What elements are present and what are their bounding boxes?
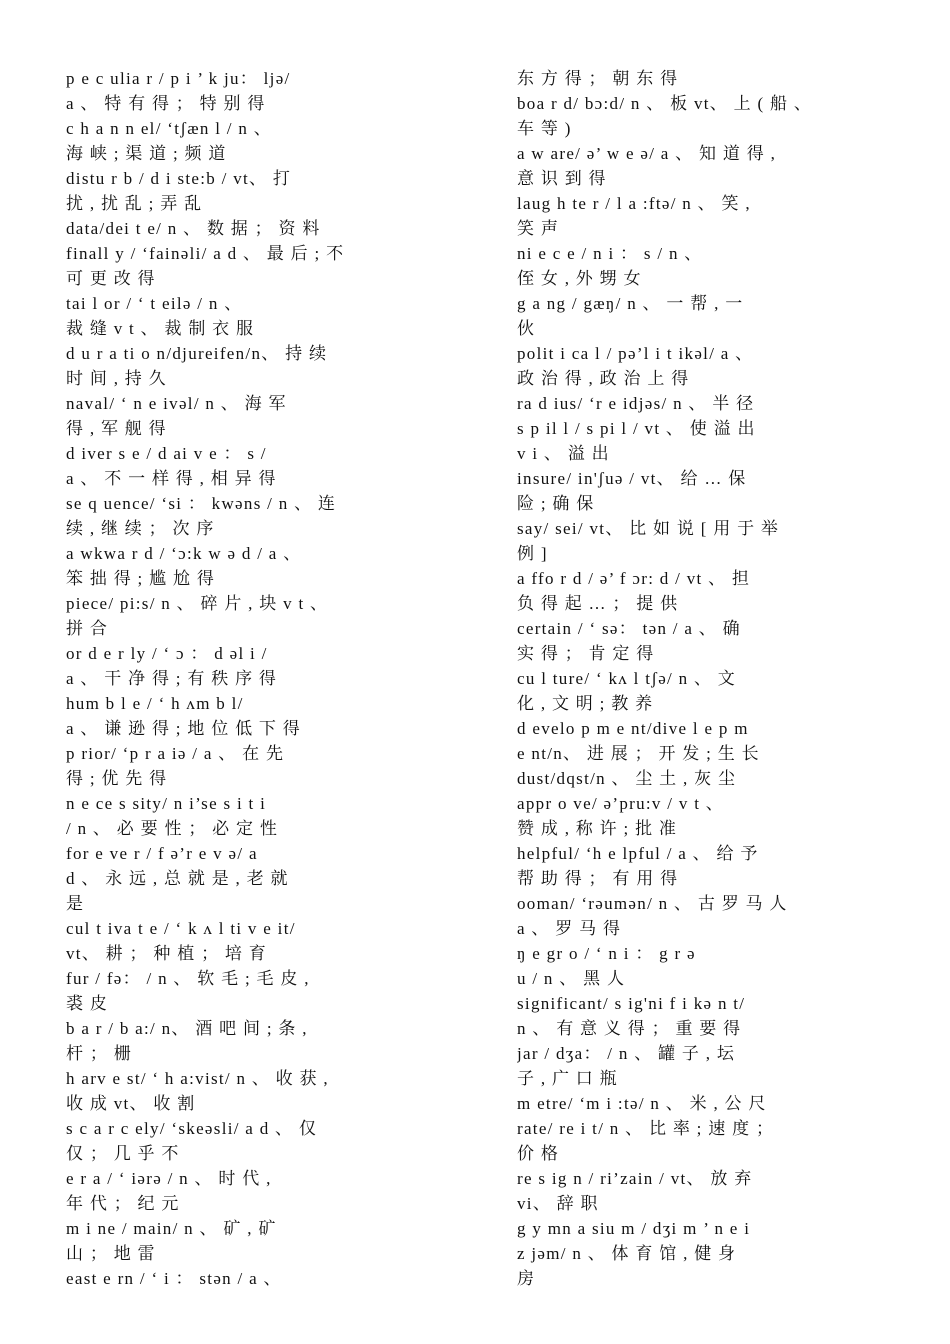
vocab-line: significant/ s ig'ni f i kə n t/ (517, 994, 746, 1013)
vocab-line: helpful/ ‘h e lpful / a 、 给 予 (517, 844, 759, 863)
vocab-line: d evelo p m e nt/dive l e p m (517, 719, 749, 738)
vocab-line: 拼 合 (66, 619, 109, 638)
vocab-line: d iver s e / d ai v e ： s / (66, 444, 267, 463)
vocab-line: ŋ e gr o / ‘ n i ： g r ə (517, 944, 696, 963)
vocab-line: v i 、 溢 出 (517, 444, 610, 463)
vocab-line: 险 ; 确 保 (517, 494, 595, 513)
vocab-line: vt、 耕 ； 种 植 ； 培 育 (66, 944, 268, 963)
vocab-line: cu l ture/ ‘ kʌ l tʃə/ n 、 文 (517, 669, 737, 688)
vocab-line: b a r / b a:/ n、 酒 吧 间 ; 条 , (66, 1019, 308, 1038)
vocab-line: ooman/ ‘rəumən/ n 、 古 罗 马 人 (517, 894, 788, 913)
vocab-line: ra d ius/ ‘r e idjəs/ n 、 半 径 (517, 394, 755, 413)
vocab-line: jar / dʒa： / n 、 罐 子 , 坛 (517, 1044, 736, 1063)
vocab-line: p rior/ ‘p r a iə / a 、 在 先 (66, 744, 285, 763)
vocab-line: 政 治 得 , 政 治 上 得 (517, 369, 690, 388)
vocab-line: 伙 (517, 319, 536, 338)
vocab-line: re s ig n / ri’zain / vt、 放 弃 (517, 1169, 753, 1188)
vocab-line: m i ne / main/ n 、 矿 , 矿 (66, 1219, 277, 1238)
vocab-line: g a ng / gæŋ/ n 、 一 帮 , 一 (517, 294, 744, 313)
vocab-line: 得 , 军 舰 得 (66, 419, 167, 438)
vocab-line: naval/ ‘ n e ivəl/ n 、 海 军 (66, 394, 287, 413)
vocab-line: 杆 ； 栅 (66, 1044, 132, 1063)
vocab-line: a wkwa r d / ‘ɔ:k w ə d / a 、 (66, 544, 302, 563)
right-column (517, 66, 883, 1291)
vocab-line: 帮 助 得 ； 有 用 得 (517, 869, 679, 888)
vocab-line: e r a / ‘ iərə / n 、 时 代 , (66, 1169, 272, 1188)
vocab-line: s p il l / s pi l / vt 、 使 溢 出 (517, 419, 756, 438)
vocab-line: 笨 拙 得 ; 尴 尬 得 (66, 569, 216, 588)
vocab-line: 收 成 vt、 收 割 (66, 1094, 196, 1113)
vocab-line: c h a n n el/ ‘tʃæn l / n 、 (66, 119, 273, 138)
vocab-line: polit i ca l / pə’l i t ikəl/ a 、 (517, 344, 754, 363)
vocab-line: 笑 声 (517, 219, 560, 238)
vocab-line: n e ce s sity/ n i’se s i t i (66, 794, 267, 813)
vocab-line: boa r d/ bɔ:d/ n 、 板 vt、 上 ( 船 、 (517, 94, 813, 113)
vocab-line: se q uence/ ‘si ： kwəns / n 、 连 (66, 494, 337, 513)
vocab-line: m etre/ ‘m i :tə/ n 、 米 , 公 尺 (517, 1094, 767, 1113)
vocab-line: 房 (517, 1269, 536, 1288)
vocab-line: data/dei t e/ n 、 数 据 ； 资 料 (66, 219, 321, 238)
vocab-line: a 、 罗 马 得 (517, 919, 622, 938)
vocab-line: 仅 ； 几 乎 不 (66, 1144, 180, 1163)
vocab-line: 子 , 广 口 瓶 (517, 1069, 618, 1088)
vocab-line: 化 , 文 明 ; 教 养 (517, 694, 654, 713)
vocab-line: p e c ulia r / p i ’ k ju： ljə/ (66, 69, 291, 88)
vocab-line: 意 识 到 得 (517, 169, 607, 188)
vocab-line: a 、 干 净 得 ; 有 秩 序 得 (66, 669, 278, 688)
vocab-line: ni e c e / n i ： s / n 、 (517, 244, 703, 263)
vocab-line: 赞 成 , 称 许 ; 批 准 (517, 819, 678, 838)
vocab-line: distu r b / d i ste:b / vt、 打 (66, 169, 292, 188)
vocab-line: piece/ pi:s/ n 、 碎 片 , 块 v t 、 (66, 594, 329, 613)
vocab-line: n 、 有 意 义 得 ； 重 要 得 (517, 1019, 742, 1038)
vocab-line: 车 等 ) (517, 119, 572, 138)
vocab-line: e nt/n、 进 展 ； 开 发 ; 生 长 (517, 744, 760, 763)
vocab-line: dust/dqst/n 、 尘 土 , 灰 尘 (517, 769, 737, 788)
vocab-line: vi、 辞 职 (517, 1194, 599, 1213)
vocab-line: d 、 永 远 , 总 就 是 , 老 就 (66, 869, 289, 888)
vocab-line: or d e r ly / ‘ ɔ ： d əl i / (66, 644, 268, 663)
vocab-line: a 、 特 有 得 ； 特 别 得 (66, 94, 266, 113)
vocab-line: z jəm/ n 、 体 育 馆 , 健 身 (517, 1244, 737, 1263)
vocab-line: 扰 , 扰 乱 ; 弄 乱 (66, 194, 203, 213)
vocab-line: rate/ re i t/ n 、 比 率 ; 速 度 ； (517, 1119, 775, 1138)
vocab-line: 可 更 改 得 (66, 269, 156, 288)
vocab-line: hum b l e / ‘ h ʌm b l/ (66, 694, 244, 713)
vocab-line: 时 间 , 持 久 (66, 369, 167, 388)
vocab-line: 裁 缝 v t 、 裁 制 衣 服 (66, 319, 255, 338)
vocab-line: insure/ in'ʃuə / vt、 给 … 保 (517, 469, 747, 488)
vocab-line: 裘 皮 (66, 994, 109, 1013)
vocab-line: 侄 女 , 外 甥 女 (517, 269, 642, 288)
vocab-line: certain / ‘ sə： tən / a 、 确 (517, 619, 741, 638)
vocab-line: 年 代 ； 纪 元 (66, 1194, 180, 1213)
vocab-line: d u r a ti o n/djureifen/n、 持 续 (66, 344, 328, 363)
vocab-line: u / n 、 黑 人 (517, 969, 626, 988)
vocab-line: g y mn a siu m / dʒi m ’ n e i (517, 1219, 751, 1238)
vocab-line: a ffo r d / ə’ f ɔr: d / vt 、 担 (517, 569, 751, 588)
vocab-line: 续 , 继 续 ； 次 序 (66, 519, 215, 538)
vocab-line: cul t iva t e / ‘ k ʌ l ti v e it/ (66, 919, 296, 938)
vocab-line: 是 (66, 894, 85, 913)
vocab-line: 实 得 ； 肯 定 得 (517, 644, 655, 663)
vocab-line: / n 、 必 要 性 ； 必 定 性 (66, 819, 279, 838)
vocab-line: 负 得 起 … ； 提 供 (517, 594, 679, 613)
vocab-line: 山 ； 地 雷 (66, 1244, 156, 1263)
vocab-line: a 、 不 一 样 得 , 相 异 得 (66, 469, 277, 488)
vocab-line: say/ sei/ vt、 比 如 说 [ 用 于 举 (517, 519, 780, 538)
vocab-line: finall y / ‘fainəli/ a d 、 最 后 ; 不 (66, 244, 345, 263)
vocab-line: laug h te r / l a :ftə/ n 、 笑 , (517, 194, 751, 213)
vocab-line: h arv e st/ ‘ h a:vist/ n 、 收 获 , (66, 1069, 329, 1088)
vocab-line: a 、 谦 逊 得 ; 地 位 低 下 得 (66, 719, 302, 738)
vocab-line: appr o ve/ ə’pru:v / v t 、 (517, 794, 725, 813)
vocab-line: tai l or / ‘ t eilə / n 、 (66, 294, 243, 313)
vocab-line: 东 方 得 ； 朝 东 得 (517, 69, 679, 88)
vocab-line: fur / fə： / n 、 软 毛 ; 毛 皮 , (66, 969, 310, 988)
vocab-line: a w are/ ə’ w e ə/ a 、 知 道 得 , (517, 144, 777, 163)
vocab-line: s c a r c ely/ ‘skeəsli/ a d 、 仅 (66, 1119, 318, 1138)
vocab-line: east e rn / ‘ i ： stən / a 、 (66, 1269, 282, 1288)
vocab-line: for e ve r / f ə’r e v ə/ a (66, 844, 258, 863)
vocab-line: 海 峡 ; 渠 道 ; 频 道 (66, 144, 227, 163)
left-column (66, 66, 442, 1291)
vocab-line: 例 ] (517, 544, 548, 563)
vocab-line: 价 格 (517, 1144, 560, 1163)
vocab-line: 得 ; 优 先 得 (66, 769, 168, 788)
